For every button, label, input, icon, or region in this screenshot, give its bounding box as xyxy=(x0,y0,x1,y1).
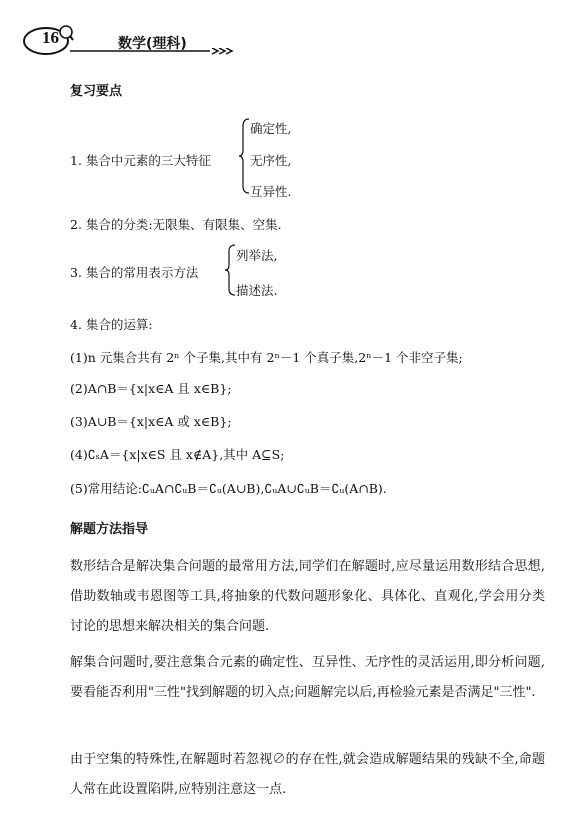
method-paragraph-1: 数形结合是解决集合问题的最常用方法,同学们在解题时,应尽量运用数形结合思想,借助数轴或韦恩图等工具,将抽象的代数问题形象化、具体化、直观化,学会用分类讨论的思想来解决相关的集合问题. xyxy=(70,559,545,634)
item3-option-2: 描述法. xyxy=(236,283,278,298)
page-number: 16 xyxy=(42,28,59,47)
item1-label: 1. 集合中元素的三大特征 xyxy=(70,153,211,168)
item3-option-1: 列举法, xyxy=(236,248,278,263)
item3-brace xyxy=(224,244,236,296)
section-heading-method: 解题方法指导 xyxy=(70,522,149,537)
item4-line-2: (2)A∩B＝{x|x∈A 且 x∈B}; xyxy=(70,381,232,396)
item1-option-2: 无序性, xyxy=(250,153,292,168)
method-paragraph-2: 解集合问题时,要注意集合元素的确定性、互异性、无序性的灵活运用,即分析问题,要看能否利用"三性"找到解题的切入点;问题解完以后,再检验元素是否满足"三性". xyxy=(70,655,545,700)
item4-line-3: (3)A∪B＝{x|x∈A 或 x∈B}; xyxy=(70,414,232,429)
header-rule xyxy=(70,48,235,58)
item4-line-1: (1)n 元集合共有 2ⁿ 个子集,其中有 2ⁿ－1 个真子集,2ⁿ－1 个非空子集; xyxy=(70,350,463,365)
item2-text: 2. 集合的分类:无限集、有限集、空集. xyxy=(70,217,282,232)
method-paragraph-3: 由于空集的特殊性,在解题时若忽视∅的存在性,就会造成解题结果的残缺不全,命题人常在此设置陷阱,应特别注意这一点. xyxy=(70,752,545,797)
item4-line-5: (5)常用结论:∁ᵤA∩∁ᵤB＝∁ᵤ(A∪B),∁ᵤA∪∁ᵤB＝∁ᵤ(A∩B). xyxy=(70,481,387,496)
header-title: 数学(理科) xyxy=(118,36,187,52)
item4-line-4: (4)∁ₛA＝{x|x∈S 且 x∉A},其中 A⊆S; xyxy=(70,447,285,462)
item1-brace xyxy=(238,118,250,194)
item1-option-3: 互异性. xyxy=(250,184,292,199)
item4-label: 4. 集合的运算: xyxy=(70,317,153,332)
section-heading-review: 复习要点 xyxy=(70,84,123,99)
item3-label: 3. 集合的常用表示方法 xyxy=(70,265,199,280)
item1-option-1: 确定性, xyxy=(250,121,292,136)
